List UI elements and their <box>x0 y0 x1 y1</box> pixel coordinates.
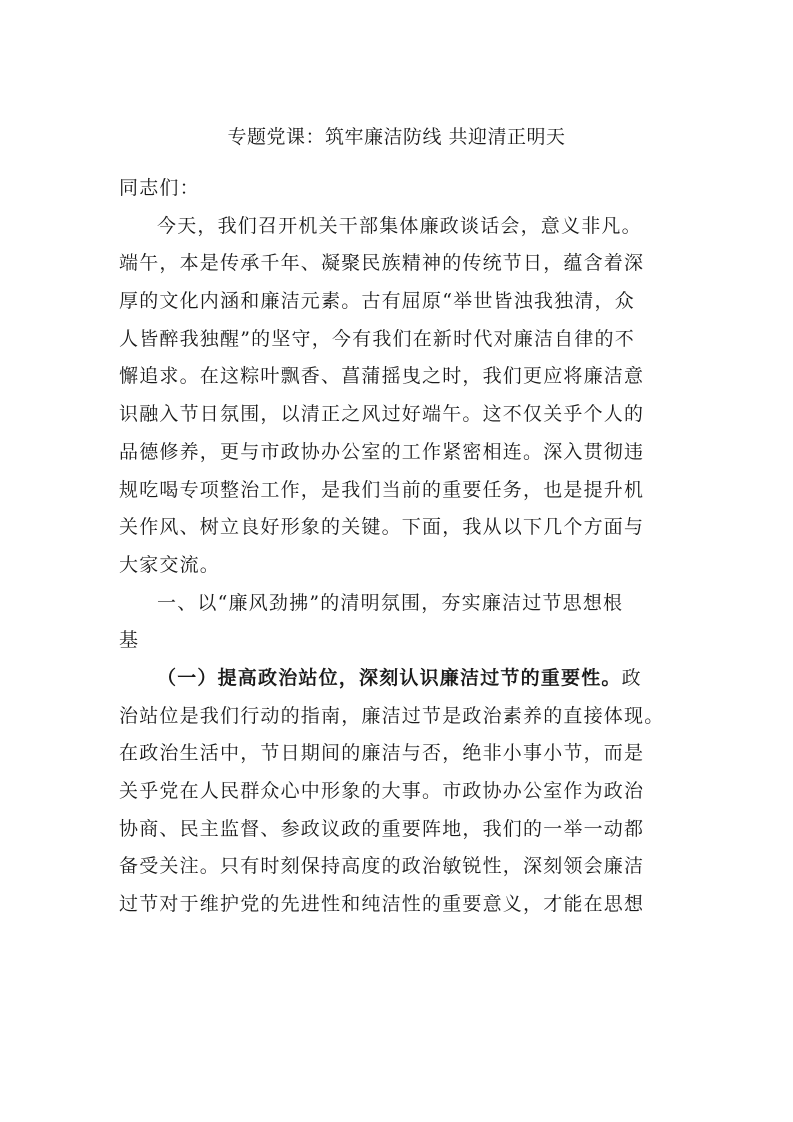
paragraph-intro <box>119 208 679 585</box>
paragraph-line: 备受关注。只有时刻保持高度的政治敏锐性，深刻领会廉洁 <box>119 855 645 878</box>
subheading-rest: 政 <box>621 666 642 689</box>
paragraph-line: 协商、民主监督、参政议政的重要阵地，我们的一举一动都 <box>119 817 645 840</box>
paragraph-line: 今天，我们召开机关干部集体廉政谈话会，意义非凡。 <box>157 214 642 237</box>
document-title: 专题党课：筑牢廉洁防线 共迎清正明天 <box>227 126 566 148</box>
paragraph-line: 端午，本是传承千年、凝聚民族精神的传统节日，蕴含着深 <box>119 252 645 275</box>
paragraph-line: 规吃喝专项整治工作，是我们当前的重要任务，也是提升机 <box>119 478 645 501</box>
heading-line: 一、以“廉风劲拂”的清明氛围，夯实廉洁过节思想根 <box>157 591 624 614</box>
section-heading <box>119 585 679 660</box>
paragraph-line: 厚的文化内涵和廉洁元素。古有屈原“举世皆浊我独清，众 <box>119 290 635 313</box>
paragraph-line: 治站位是我们行动的指南，廉洁过节是政治素养的直接体现。 <box>119 704 665 727</box>
paragraph-line: 人皆醉我独醒”的坚守，今有我们在新时代对廉洁自律的不 <box>119 327 635 350</box>
document-body <box>119 170 679 924</box>
paragraph-line: 品德修养，更与市政协办公室的工作紧密相连。深入贯彻违 <box>119 440 645 463</box>
paragraph-subsection <box>119 660 679 924</box>
heading-line: 基 <box>119 629 140 652</box>
paragraph-line: 关作风、树立良好形象的关键。下面，我从以下几个方面与 <box>119 516 645 539</box>
paragraph-line: 大家交流。 <box>119 553 221 576</box>
paragraph-line: 懈追求。在这粽叶飘香、菖蒲摇曳之时，我们更应将廉洁意 <box>119 365 645 388</box>
subheading-line <box>119 660 679 698</box>
paragraph-line: 过节对于维护党的先进性和纯洁性的重要意义，才能在思想 <box>119 893 645 916</box>
subheading-bold: （一）提高政治站位，深刻认识廉洁过节的重要性。 <box>157 666 622 689</box>
paragraph-line: 识融入节日氛围，以清正之风过好端午。这不仅关乎个人的 <box>119 403 645 426</box>
paragraph-line: 在政治生活中，节日期间的廉洁与否，绝非小事小节，而是 <box>119 742 645 765</box>
salutation: 同志们： <box>119 177 200 199</box>
paragraph-line: 关乎党在人民群众心中形象的大事。市政协办公室作为政治 <box>119 780 645 802</box>
